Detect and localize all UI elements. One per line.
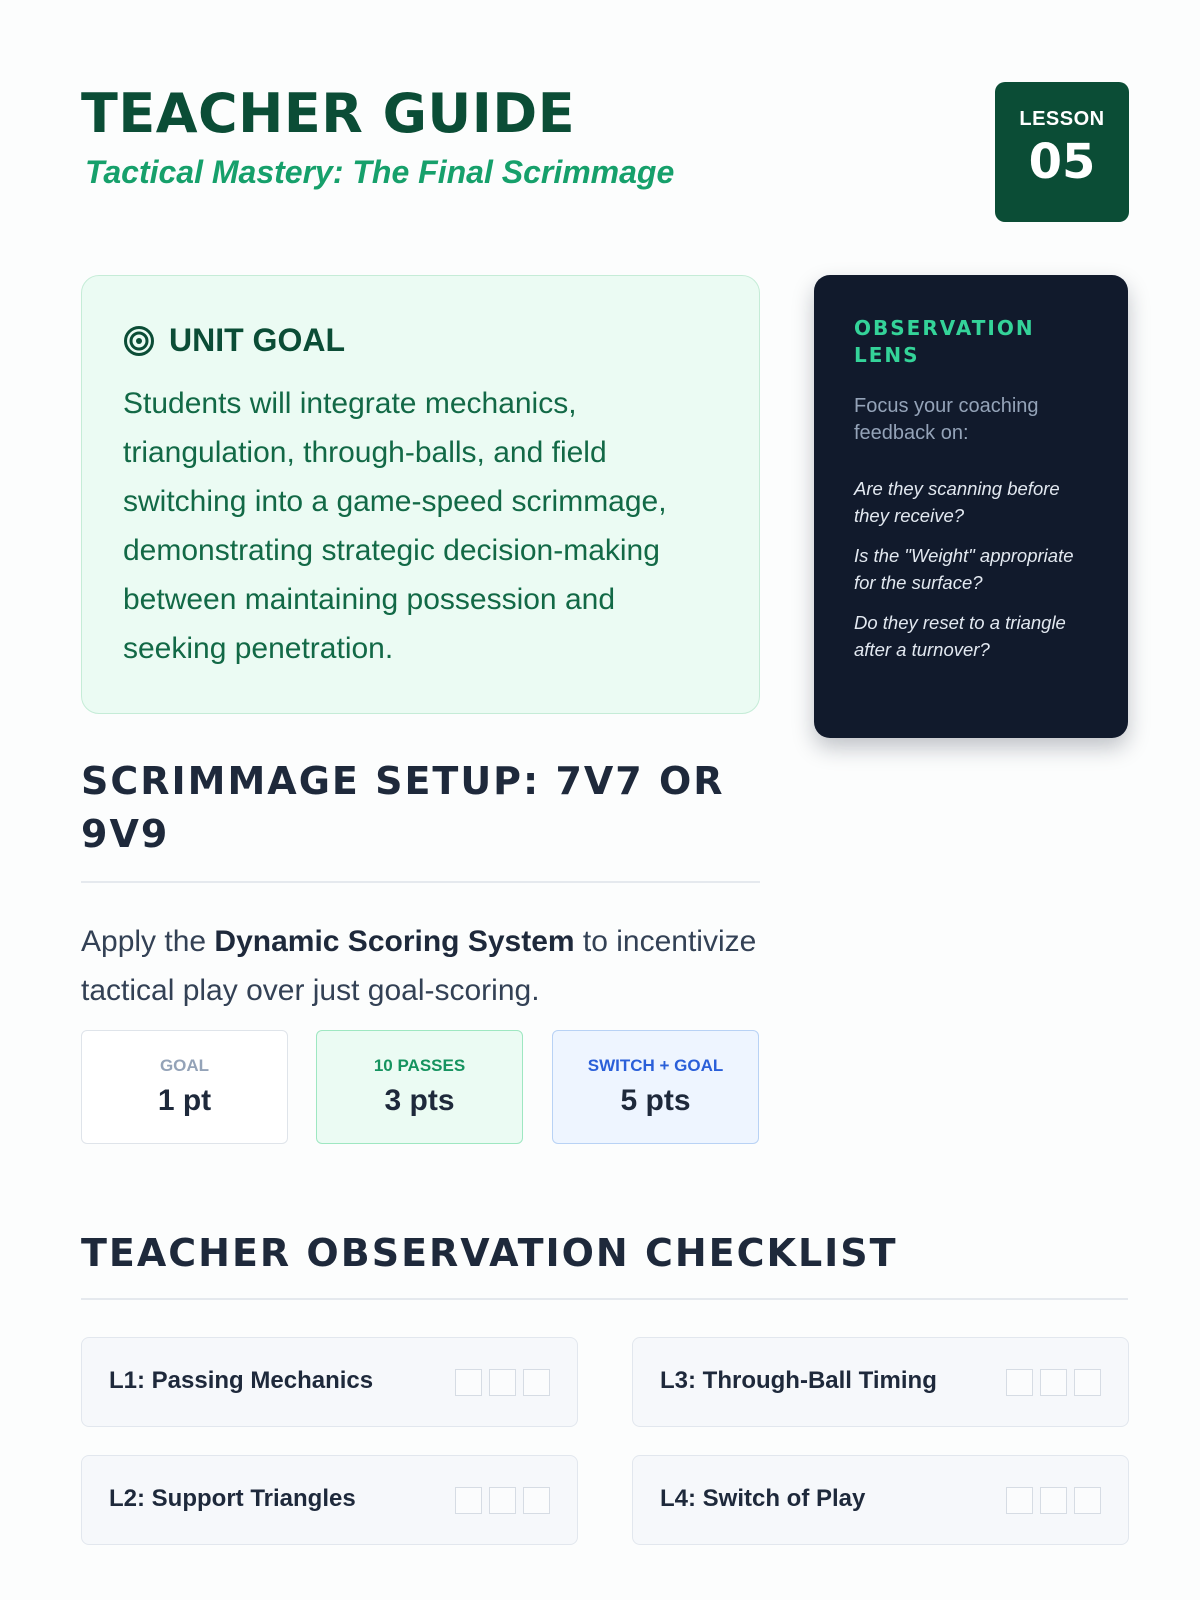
checklist-item [632, 1455, 1129, 1545]
rating-checkbox[interactable] [455, 1487, 482, 1514]
lesson-number: 05 [1028, 134, 1096, 190]
observation-lens-intro: Focus your coaching feedback on: [854, 395, 1039, 444]
setup-text-after: to incentivize tactical play over just goal-scoring. [81, 925, 757, 1007]
checklist-item-label: L3: Through-Ball Timing [660, 1367, 937, 1394]
observation-lens-card [814, 275, 1128, 738]
rating-checkbox[interactable] [1040, 1487, 1067, 1514]
rating-boxes [1006, 1369, 1101, 1396]
score-value: 5 pts [620, 1084, 691, 1117]
target-icon [123, 325, 155, 357]
rating-checkbox[interactable] [455, 1369, 482, 1396]
unit-goal-text: Students will integrate mechanics, triangulation, through-balls, and field switching into a game-speed scrimmage, demonstrating strategic decision-making between maintaining possession and seeking penetration. [123, 387, 667, 665]
rating-checkbox[interactable] [1074, 1369, 1101, 1396]
scrimmage-setup-text [81, 917, 760, 1015]
rating-checkbox[interactable] [489, 1369, 516, 1396]
unit-goal-title: UNIT GOAL [169, 322, 345, 358]
page-subtitle: Tactical Mastery: The Final Scrimmage [85, 154, 675, 190]
rating-checkbox[interactable] [1074, 1487, 1101, 1514]
setup-text-bold: Dynamic Scoring System [214, 925, 575, 958]
checklist-title: TEACHER OBSERVATION CHECKLIST [81, 1228, 1128, 1300]
checklist-item [81, 1337, 578, 1427]
lesson-badge [995, 82, 1129, 222]
observation-question: Do they reset to a triangle after a turnover? [854, 612, 1066, 660]
checklist-item [81, 1455, 578, 1545]
scrimmage-setup-section [81, 755, 760, 1015]
rating-boxes [455, 1487, 550, 1514]
rating-checkbox[interactable] [1006, 1487, 1033, 1514]
checklist-item-label: L4: Switch of Play [660, 1485, 866, 1512]
rating-checkbox[interactable] [489, 1487, 516, 1514]
observation-question: Are they scanning before they receive? [854, 478, 1060, 526]
score-card-10-passes [316, 1030, 523, 1144]
rating-boxes [455, 1369, 550, 1396]
score-label: 10 PASSES [373, 1056, 466, 1075]
score-value: 1 pt [157, 1084, 212, 1117]
score-card-goal [81, 1030, 288, 1144]
unit-goal-header [123, 322, 719, 359]
rating-checkbox[interactable] [523, 1369, 550, 1396]
scrimmage-setup-title: SCRIMMAGE SETUP: 7V7 OR 9V9 [81, 755, 760, 883]
scoring-system [81, 1030, 760, 1144]
unit-goal-card [81, 275, 760, 714]
observation-question: Is the "Weight" appropriate for the surface? [854, 545, 1074, 593]
checklist-item-label: L1: Passing Mechanics [109, 1367, 374, 1394]
rating-checkbox[interactable] [1006, 1369, 1033, 1396]
checklist-item-label: L2: Support Triangles [109, 1485, 356, 1512]
observation-lens-title: OBSERVATION LENS [854, 316, 1035, 367]
score-label: SWITCH + GOAL [587, 1056, 724, 1075]
lesson-label: LESSON [1019, 108, 1105, 130]
page-title: TEACHER GUIDE [81, 82, 576, 145]
setup-text-before: Apply the [81, 925, 215, 958]
score-card-switch-goal [552, 1030, 759, 1144]
page-header [81, 82, 1129, 222]
rating-boxes [1006, 1487, 1101, 1514]
rating-checkbox[interactable] [523, 1487, 550, 1514]
rating-checkbox[interactable] [1040, 1369, 1067, 1396]
score-label: GOAL [159, 1056, 210, 1075]
score-value: 3 pts [384, 1084, 455, 1117]
checklist-item [632, 1337, 1129, 1427]
